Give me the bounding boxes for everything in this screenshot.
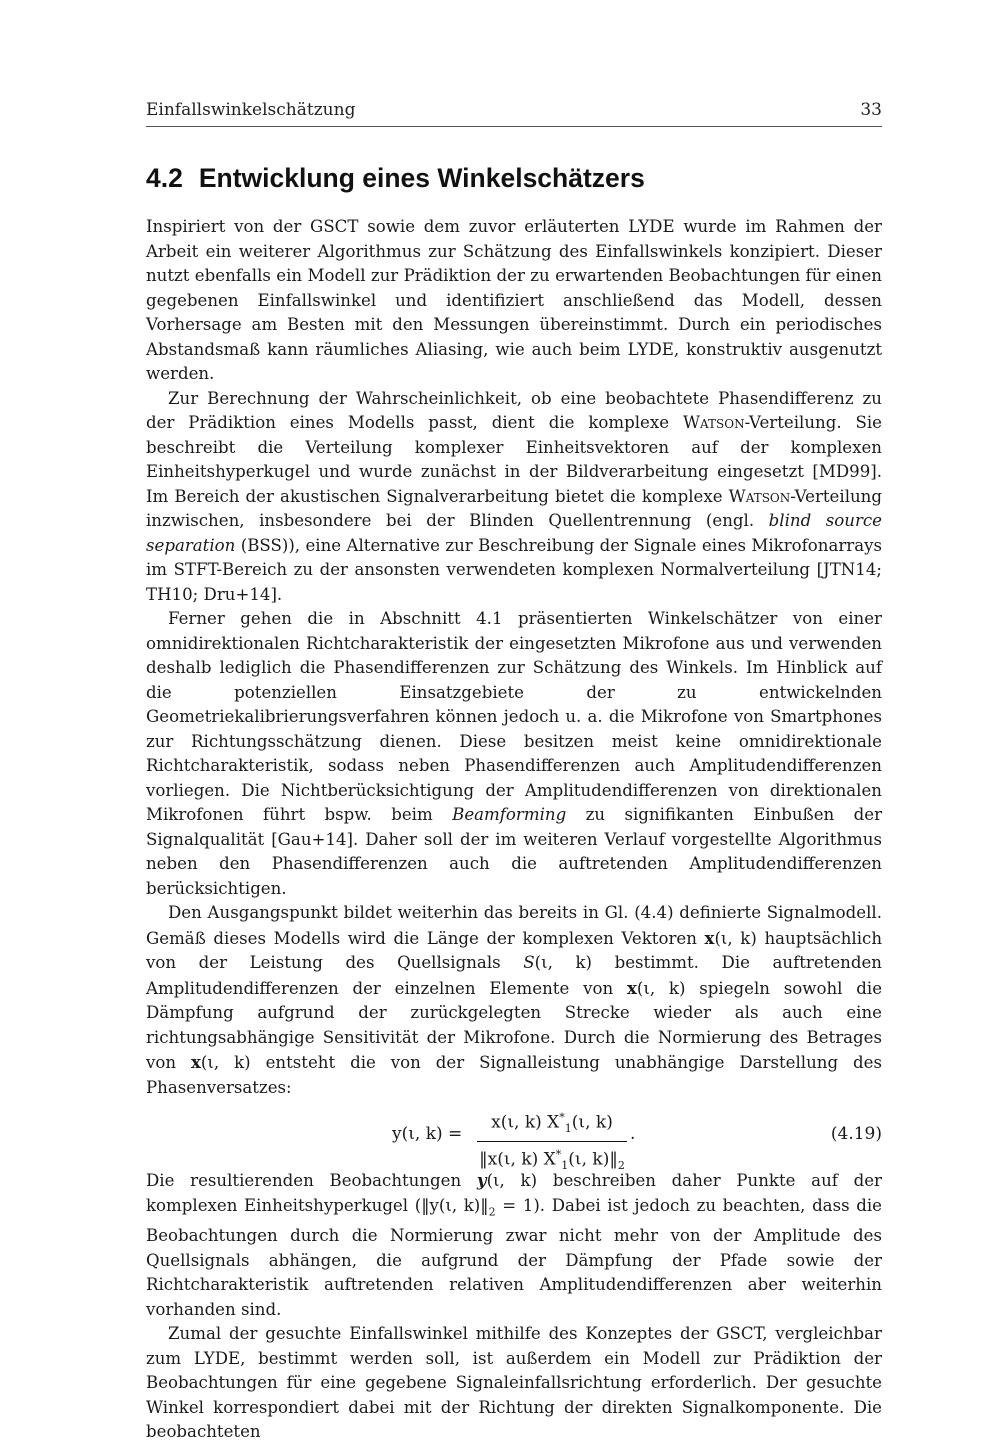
- equation-denominator: ‖x(ι, k) $X^*_1(\iota$, $k)‖_2$: [477, 1141, 627, 1179]
- section-heading: [146, 163, 645, 194]
- math-x-vector: x: [626, 977, 637, 998]
- body-text: [146, 215, 882, 1445]
- equation-lhs: y(ι, k) =: [392, 1124, 463, 1144]
- math-y-vector: y: [476, 1170, 487, 1190]
- math-x-vector: x: [704, 927, 715, 948]
- equation-fraction: [477, 1106, 627, 1179]
- paragraph-4: Den Ausgangspunkt bildet weiterhin das bereits in Gl. (4.4) definierte Signalmodell. Gemäß dieses Modells wird die Länge der komplexen Vektoren x(ι, k) hauptsächlich von der Leistung des Quellsignals S(ι, k) bestimmt. Die auftretenden Amplitudendifferenzen der einzelnen Elemente von x(ι, k) spiegeln sowohl die Dämpfung aufgrund der zurückgelegten Strecke wieder als auch eine richtungsabhängige Sensitivität der Mikrofone. Durch die Normierung des Betrages von x(ι, k) entsteht die von der Signalleistung unabhängige Darstellung des Phasenversatzes:: [146, 903, 883, 1097]
- math-x-vector: x: [191, 1052, 201, 1072]
- running-title: Einfallswinkelschätzung: [146, 100, 356, 120]
- section-title: Entwicklung eines Winkelschätzers: [198, 163, 645, 193]
- paragraph-6: Zumal der gesuchte Einfallswinkel mithilfe des Konzeptes der GSCT, vergleichbar zum LYDE, bestimmt werden soll, ist außerdem ein Modell zur Prädiktion der Beobachtungen für eine gegebene Signaleinfallsrichtung erforderlich. Der gesuchte Winkel korrespondiert dabei mit der Richtung der direkten Signalkomponente. Die beobachteten: [146, 1324, 882, 1442]
- italic-term: Beamforming: [452, 805, 567, 824]
- equation-number: (4.19): [830, 1124, 882, 1144]
- paragraph-3: Ferner gehen die in Abschnitt 4.1 präsentierten Winkelschätzer von einer omnidirektionalen Richtcharakteristik der eingesetzten Mikrofone aus und verwenden deshalb lediglich die Phasendifferenzen zur Schätzung des Winkels. Im Hinblick auf die potenziellen Einsatzgebiete der zu entwickelnden Geometriekalibrierungsverfahren können jedoch u. a. die Mikrofone von Smartphones zur Richtungsschätzung dienen. Diese besitzen meist keine omnidirektionale Richtcharakteristik, sodass neben Phasendifferenzen auch Amplitudendifferenzen vorliegen. Die Nichtberücksichtigung der Amplitudendifferenzen von direktionalen Mikrofonen führt bspw. beim Beamforming zu signifikanten Einbußen der Signalqualität [Gau+14]. Daher soll der im weiteren Verlauf vorgestellte Algorithmus neben den Phasendifferenzen auch die auftretenden Amplitudendifferenzen berücksichtigen.: [146, 609, 882, 898]
- page-number: 33: [860, 100, 882, 120]
- equation-numerator: x(ι, k) $X^*_1(\iota$, k): [491, 1111, 613, 1136]
- math-norm: ‖y(ι, k)‖: [421, 1195, 489, 1215]
- paragraph-1: Inspiriert von der GSCT sowie dem zuvor erläuterten LYDE wurde im Rahmen der Arbeit ein weiterer Algorithmus zur Schätzung des Einfallswinkels konzipiert. Dieser nutzt ebenfalls ein Modell zur Prädiktion der zu erwartenden Beobachtungen für einen gegebenen Einfallswinkel und identifiziert anschließend das Modell, dessen Vorhersage am Besten mit den Messungen übereinstimmt. Durch ein periodisches Abstandsmaß kann räumliches Aliasing, wie auch beim LYDE, konstruktiv ausgenutzt werden.: [146, 217, 882, 383]
- paragraph-2: Zur Berechnung der Wahrscheinlichkeit, ob eine beobachtete Phasendifferenz zu der Prädiktion eines Modells passt, dient die komplexe Watson-Verteilung. Sie beschreibt die Verteilung komplexer Einheitsvektoren auf der komplexen Einheitshyperkugel und wurde zunächst in der Bildverarbeitung eingesetzt [MD99]. Im Bereich der akustischen Signalverarbeitung bietet die komplexe Watson-Verteilung inzwischen, insbesondere bei der Blinden Quellentrennung (engl. blind source separation (BSS)), eine Alternative zur Beschreibung der Signale eines Mikrofonarrays im STFT-Bereich zu der ansonsten verwendeten komplexen Normalverteilung [JTN14; TH10; Dru+14].: [146, 388, 882, 604]
- watson-name: Watson: [728, 486, 791, 506]
- italic-term: blind source separation: [146, 511, 882, 555]
- math-S: S: [523, 953, 535, 972]
- watson-name: Watson: [682, 413, 745, 432]
- equation-4-19: y(ι, k) = $\frac{x(\iota, k) X^*_1(\iota, k)}{‖x(\iota, k) X^*_1(\iota, k)‖_2}$ . (4.19): [146, 1106, 882, 1164]
- paragraph-5: Die resultierenden Beobachtungen y(ι, k) beschreiben daher Punkte auf der komplexen Einheitshyperkugel (‖y(ι, $k)‖_2 = 1$). Dabei ist jedoch zu beachten, dass die Beobachtungen durch die Normierung zwar nicht mehr von der Amplitude des Quellsignals abhängen, die aufgrund der Dämpfung der Pfade sowie der Richtcharakteristik auftretenden relativen Amplitudendifferenzen aber weiterhin vorhanden sind.: [146, 1170, 882, 1319]
- running-header: [146, 100, 882, 127]
- section-number: 4.2: [146, 163, 183, 193]
